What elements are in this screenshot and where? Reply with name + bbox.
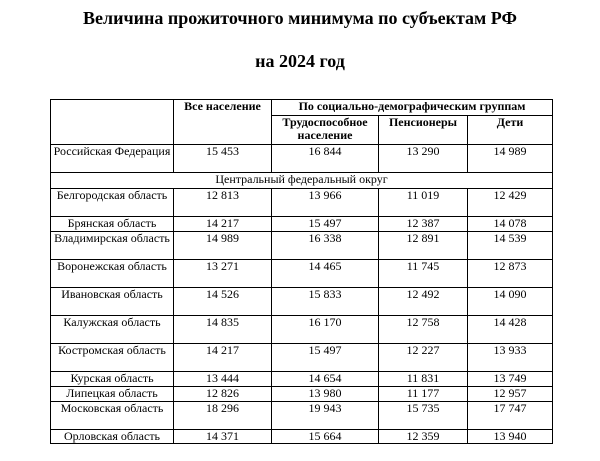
region-name: Костромская область: [51, 344, 174, 372]
value-working: 14 465: [272, 260, 379, 288]
value-children: 14 428: [468, 316, 553, 344]
document-title: Величина прожиточного минимума по субъектам РФ: [83, 8, 517, 28]
value-all: 14 989: [174, 232, 272, 260]
table-row: [51, 260, 553, 288]
region-rows: [51, 189, 553, 444]
value-pensioners: 13 290: [379, 145, 468, 173]
value-working: 15 833: [272, 288, 379, 316]
table-row: [51, 387, 553, 402]
value-working: 16 338: [272, 232, 379, 260]
value-children: 14 989: [468, 145, 553, 173]
table-row: [51, 402, 553, 430]
value-pensioners: 15 735: [379, 402, 468, 430]
region-name: Ивановская область: [51, 288, 174, 316]
value-pensioners: 12 891: [379, 232, 468, 260]
region-name: Московская область: [51, 402, 174, 430]
region-name: Российская Федерация: [51, 145, 174, 173]
value-working: 16 844: [272, 145, 379, 173]
value-children: 13 749: [468, 372, 553, 387]
value-children: 17 747: [468, 402, 553, 430]
value-children: 12 873: [468, 260, 553, 288]
table-row-federation: [51, 145, 553, 173]
value-all: 13 444: [174, 372, 272, 387]
value-children: 14 078: [468, 217, 553, 232]
region-name: Калужская область: [51, 316, 174, 344]
value-all: 14 217: [174, 217, 272, 232]
value-children: 12 957: [468, 387, 553, 402]
region-name: Владимирская область: [51, 232, 174, 260]
value-pensioners: 12 387: [379, 217, 468, 232]
region-name: Орловская область: [51, 430, 174, 444]
subsistence-minimum-table: [50, 99, 553, 444]
value-working: 14 654: [272, 372, 379, 387]
value-working: 16 170: [272, 316, 379, 344]
value-working: 13 966: [272, 189, 379, 217]
value-children: 13 940: [468, 430, 553, 444]
value-all: 12 826: [174, 387, 272, 402]
value-all: 14 217: [174, 344, 272, 372]
value-pensioners: 11 019: [379, 189, 468, 217]
value-working: 13 980: [272, 387, 379, 402]
table-row: [51, 344, 553, 372]
header-pensioners: Пенсионеры: [379, 116, 468, 145]
header-socio-demographic-groups: По социально-демографическим группам: [272, 100, 553, 116]
value-children: 13 933: [468, 344, 553, 372]
value-all: 14 526: [174, 288, 272, 316]
document-subtitle: на 2024 год: [255, 51, 345, 71]
value-children: 14 539: [468, 232, 553, 260]
header-working-age: Трудоспособное население: [272, 116, 379, 145]
value-all: 14 371: [174, 430, 272, 444]
value-pensioners: 12 227: [379, 344, 468, 372]
table-row: [51, 372, 553, 387]
table-row: [51, 189, 553, 217]
value-working: 15 664: [272, 430, 379, 444]
value-working: 15 497: [272, 344, 379, 372]
region-name: Белгородская область: [51, 189, 174, 217]
table-row: [51, 217, 553, 232]
value-pensioners: 12 359: [379, 430, 468, 444]
value-working: 19 943: [272, 402, 379, 430]
table-row: [51, 232, 553, 260]
value-pensioners: 11 831: [379, 372, 468, 387]
table-row: [51, 430, 553, 444]
value-all: 13 271: [174, 260, 272, 288]
section-title-central-district: Центральный федеральный округ: [51, 173, 553, 189]
value-pensioners: 12 758: [379, 316, 468, 344]
region-name: Курская область: [51, 372, 174, 387]
section-row: [51, 173, 553, 189]
table-row: [51, 288, 553, 316]
value-all: 15 453: [174, 145, 272, 173]
value-children: 14 090: [468, 288, 553, 316]
value-pensioners: 11 745: [379, 260, 468, 288]
value-pensioners: 11 177: [379, 387, 468, 402]
value-all: 14 835: [174, 316, 272, 344]
value-children: 12 429: [468, 189, 553, 217]
value-pensioners: 12 492: [379, 288, 468, 316]
header-all-population: Все население: [174, 100, 272, 145]
region-name: Воронежская область: [51, 260, 174, 288]
table-row: [51, 316, 553, 344]
value-all: 18 296: [174, 402, 272, 430]
region-name: Брянская область: [51, 217, 174, 232]
header-region-cell: [51, 100, 174, 145]
value-working: 15 497: [272, 217, 379, 232]
header-children: Дети: [468, 116, 553, 145]
value-all: 12 813: [174, 189, 272, 217]
region-name: Липецкая область: [51, 387, 174, 402]
